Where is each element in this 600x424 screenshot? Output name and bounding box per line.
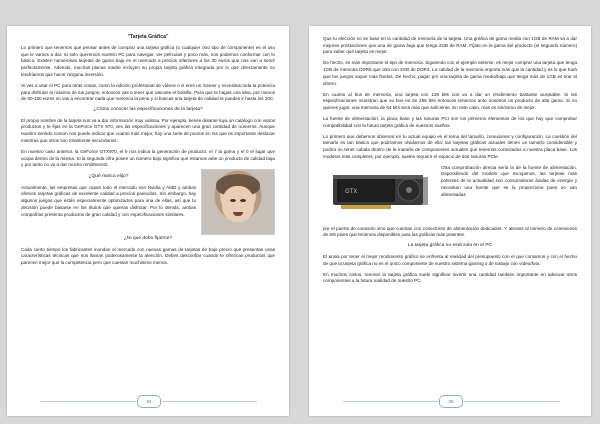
paragraph: Otra comprobación directa sería la de la fuente de alimentación. Dependiendo del modelo que escojamos, las tarjetas más potentes de la actualidad son consumidoras ávidas de energía y necesitan una fuente que se la proporcione pues no van alimentadas	[441, 164, 577, 197]
paragraph: Cada cierto tiempo los fabricantes inundan el mercado con nuevas gamas de tarjetas de bajo precio que presentan unas características técnicas que nos llaman poderosamente la atención. Debes desconfiar cuando te ofrezcan productos que parecen mejor que la competencia pero que cuestan muchísimo menos.	[21, 246, 275, 266]
paragraph: El ansia por tener el mejor rendimiento gráfico se enfrenta al realidad del presupuesto con el que contamos y con el hecho de que la tarjeta gráfica no es el único componente de nuestro sistema gaming o de trabajo con vídeo/foto.	[323, 253, 577, 266]
paragraph: En nuestro caso anterior, la GeForce GTX970, el 9 nos indica la generación de producto, el 7 la gama y el 0 el lugar que ocupa dentro de la misma. Si la segunda cifra posee un número bajo significa que estamos ante un producto de calidad baja y por tanto no va a dar mucho rendimiento.	[21, 148, 275, 168]
paragraph: Lo primero que debemos observar en tu actual equipo es el tema del tamaño, conexiones y configuración. La cuestión del tamaño es tan básica que podríamos olvidarnos de ella: las tarjetas gráficas actuales tienen un tamaño considerable y podría no tener cabida dentro de la maraña de componentes actuales que tenemos conectados a nuestra placa base. Los modelos más completos, por ejemplo, suelen requerir el espacio de dos ranuras PCIe.	[323, 133, 577, 159]
paragraph: El propio nombre de la tarjeta nos va a dar información muy valiosa. Por ejemplo, tienes delante tuya un catálogo con varios productos y te fijas en la GeForce GTX 970, ves las especificaciones y aparecen una gran cantidad de números. Aunque nuestro sentido común nos puede indicar que cuanto más mejor, hay una serie de puntos en los que es importante destacar mientras que otros son totalmente secundarios.	[21, 117, 275, 143]
paragraph: Lo primero que tenemos que pensar antes de comprar una tarjeta gráfica (o cualquier otro tipo de componente) es el uso que le vamos a dar. Si solo queremos nuestro PC para navegar, ver películas y poco más, nos podemos conformar con lo básico. Existen numerosas tarjetas de gama baja en el mercado a precios inferiores a los 30 euros que nos van a servir perfectamente. Además, muchas placas madre incluyen su propia tarjeta gráfica integrada por lo que directamente no tendríamos que hacer ninguna inversión.	[21, 45, 275, 77]
section-heading: ¿Qué marca elijo?	[88, 174, 129, 180]
page-number: 84	[137, 395, 161, 408]
section-heading: ¿Cómo conocer las especificaciones de la tarjeta?	[93, 107, 203, 113]
svg-text:GTX: GTX	[345, 188, 358, 195]
article-title: "Tarjeta Gráfica"	[127, 34, 169, 40]
brand-section	[21, 173, 275, 235]
paragraph: Actualmente, las empresas que copan todo el mercado son Nvidia y AMD y ambas ofrecen tarjetas gráficas de excelente calidad a precios parecidos. Sin embargo, hay algunos juegos que están especialmente optimizados para una de ellas, así que tu decisión puede basarse en los títulos que quieras disfrutar. Por lo demás, ambas compañías presenta productos de gran calidad y con especificaciones similares.	[21, 184, 196, 217]
left-page	[7, 26, 289, 416]
photo-face	[222, 186, 254, 222]
paragraph: La fuente de alimentación, la placa base y las ranuras PCI son los primeros elementos de los que hay que comprobar compatibilidad con la futura tarjeta gráfica de nuestros sueños.	[323, 115, 577, 128]
paragraph: De hecho, es más importante el tipo de memoria. Siguiendo con el ejemplo anterior, es mejor comprar una tarjeta que tenga 1GB de memoria DDR5 que otra con 2GB de DDR3. La calidad de la memoria importa más que la cantidad y es lo que hará que tus juegos vayan más fluidos. De hecho, pagar por una tarjeta de gama media/baja que tenga más de 1GB es tirar el dinero.	[323, 60, 577, 86]
section-heading: ¿Ni qué debo fijarme?	[123, 236, 173, 242]
page-number: 85	[439, 395, 463, 408]
gpu-section	[323, 165, 577, 223]
paragraph: Que tu elección no se base en la cantidad de memoria de la tarjeta. Una gráfica de gama media con 1GB de RAM va a dar mejores prestaciones que una de gama baja que tenga 2GB de RAM. Fíjate en la gama del producto (el segundo número) para saber qué tarjeta es mejor.	[323, 36, 577, 55]
section-heading: La tarjeta gráfica no está sola en el PC	[407, 243, 493, 249]
paragraph: por el puerto de conexión sino que cuentan con conectores de alimentación dedicados. Y atentos al número de conexiones de 6/8 pines que tenemos disponibles para las gráficas más potentes.	[323, 225, 577, 238]
right-page-column	[323, 36, 577, 289]
paragraph: Si ves a usar el PC para otras cosas, como la edición profesional de vídeos o si eres un Gamer y necesitas toda la potencia para disfrutar al máximo de tus juegos, entonces vas a tener que rascarte el bolsillo. Para que te hagas una idea, por menos de 80-100 euros no vas a encontrar nada que merezca la pena y si buscas una tarjeta de calidad te puedes ir hasta los 200.	[21, 82, 275, 102]
paragraph: En cuanto al bus de memoria, una tarjeta con 128 bits nos va a dar un rendimiento bastante aceptable. Si las especificaciones muestran que su bus es de 256 bits entonces tenemos ante nosotros un producto de alta gama. Si no quieres jugar, una memoria de 64 bits será más que suficiente. En este caso, más es sinónimo de mejor.	[323, 91, 577, 110]
left-page-column	[21, 34, 275, 271]
right-page	[309, 26, 591, 416]
graphics-card-photo	[331, 165, 431, 215]
paragraph: En muchos casos, renovar la tarjeta gráfica suele significar invertir una cantidad también importante en adecuar otros componentes a la futura realidad de nuestro PC.	[323, 271, 577, 284]
portrait-photo	[201, 169, 275, 235]
